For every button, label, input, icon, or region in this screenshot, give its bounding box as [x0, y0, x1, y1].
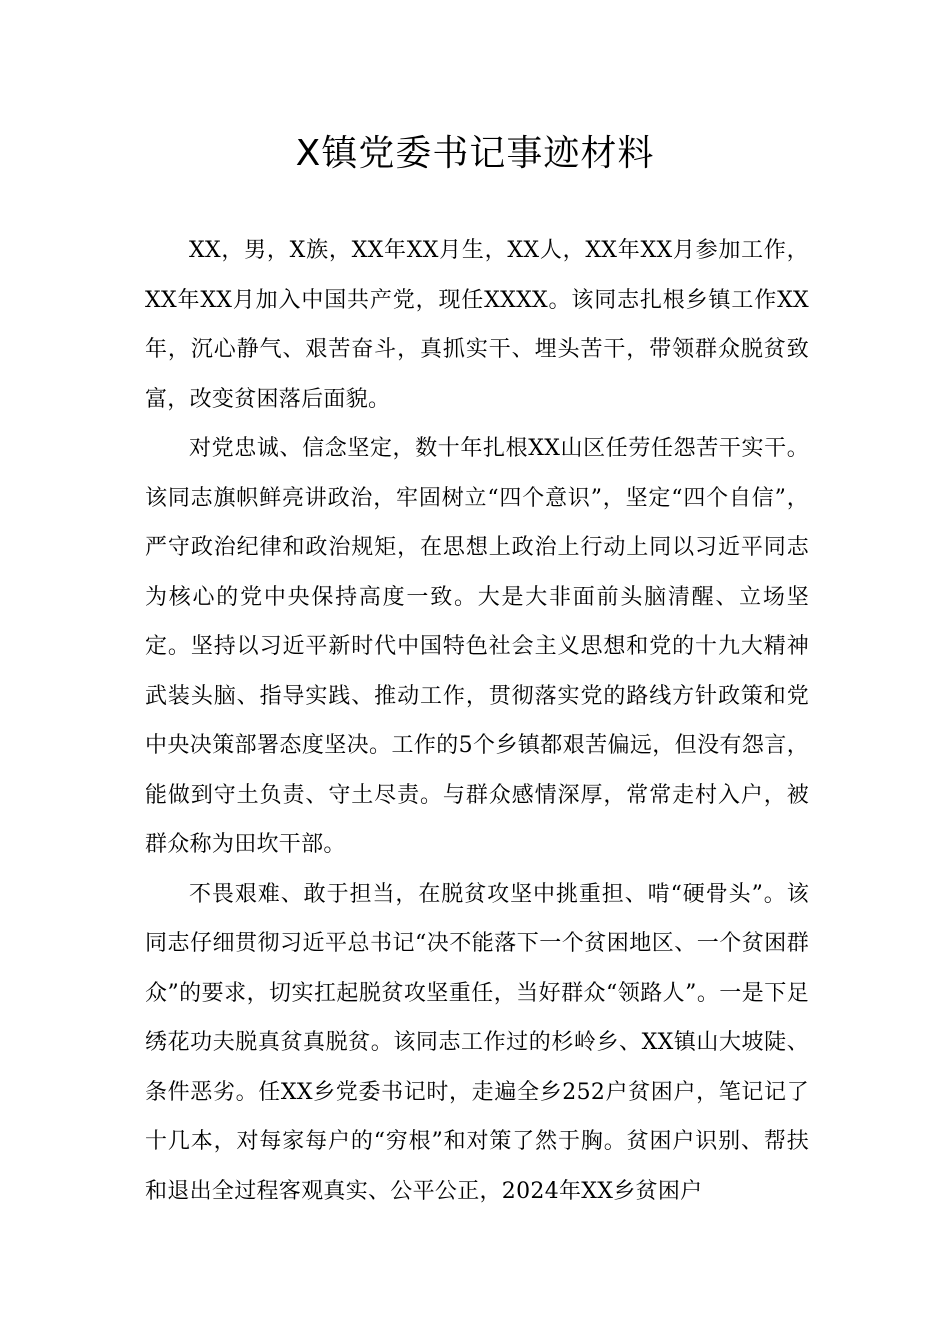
paragraph-2: 对党忠诚、信念坚定，数十年扎根XX山区任劳任怨苦干实干。该同志旗帜鲜亮讲政治，牢固树立“四个意识”，坚定“四个自信”，严守政治纪律和政治规矩，在思想上政治上行动上同以习近平同志为核心的党中央保持高度一致。大是大非面前头脑清醒、立场坚定。坚持以习近平新时代中国特色社会主义思想和党的十九大精神武装头脑、指导实践、推动工作，贯彻落实党的路线方针政策和党中央决策部署态度坚决。工作的5个乡镇都艰苦偏远，但没有怨言，能做到守土负责、守土尽责。与群众感情深厚，常常走村入户，被群众称为田坎干部。 [145, 436, 809, 857]
document-title: X镇党委书记事迹材料 [295, 133, 655, 174]
paragraph-1: XX，男，X族，XX年XX月生，XX人，XX年XX月参加工作，XX年XX月加入中国共产党，现任XXXX。该同志扎根乡镇工作XX年，沉心静气、艰苦奋斗，真抓实干、埋头苦干，带领群众脱贫致富，改变贫困落后面貌。 [145, 238, 809, 412]
paragraph-3: 不畏艰难、敢于担当，在脱贫攻坚中挑重担、啃“硬骨头”。该同志仔细贯彻习近平总书记“决不能落下一个贫困地区、一个贫困群众”的要求，切实扛起脱贫攻坚重任，当好群众“领路人”。一是下足绣花功夫脱真贫真脱贫。该同志工作过的杉岭乡、XX镇山大坡陡、条件恶劣。任XX乡党委书记时，走遍全乡252户贫困户，笔记记了十几本，对每家每户的“穷根”和对策了然于胸。贫困户识别、帮扶和退出全过程客观真实、公平公正，2024年XX乡贫困户 [145, 881, 809, 1204]
document-body [145, 226, 809, 1216]
